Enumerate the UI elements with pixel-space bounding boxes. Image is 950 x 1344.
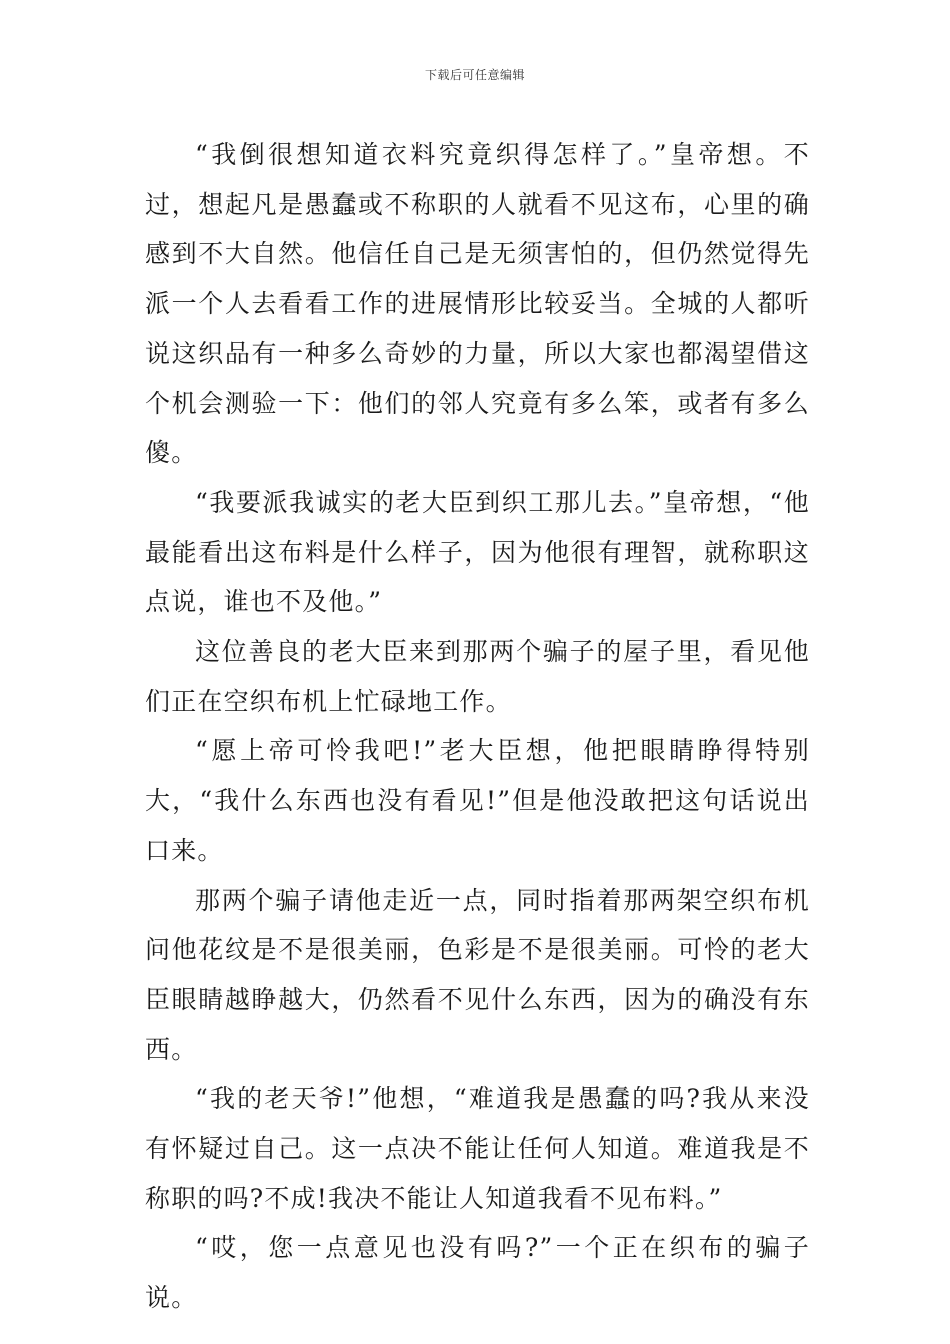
body-text [145,130,810,1323]
paragraph-7: “哎，您一点意见也没有吗?”一个正在织布的骗子说。 [145,1233,810,1313]
paragraph-2: “我要派我诚实的老大臣到织工那儿去。”皇帝想，“他最能看出这布料是什么样子，因为他很有理智，就称职这点说，谁也不及他。” [145,487,810,617]
paragraph-6: “我的老天爷!”他想，“难道我是愚蠢的吗?我从来没有怀疑过自己。这一点决不能让任何人知道。难道我是不称职的吗?不成!我决不能让人知道我看不见布料。” [145,1084,810,1213]
header-note: 下载后可任意编辑 [424,68,525,82]
paragraph-1: “我倒很想知道衣料究竟织得怎样了。”皇帝想。不过，想起凡是愚蠢或不称职的人就看不见这布，心里的确感到不大自然。他信任自己是无须害怕的，但仍然觉得先派一个人去看看工作的进展情形比较妥当。全城的人都听说这织品有一种多么奇妙的力量，所以大家也都渴望借这个机会测验一下：他们的邻人究竟有多么笨，或者有多么傻。 [145,140,810,468]
paragraph-5: 那两个骗子请他走近一点，同时指着那两架空织布机问他花纹是不是很美丽，色彩是不是很美丽。可怜的老大臣眼睛越睁越大，仍然看不见什么东西，因为的确没有东西。 [145,885,810,1064]
paragraph-4: “愿上帝可怜我吧!”老大臣想，他把眼睛睁得特别大，“我什么东西也没有看见!”但是他没敢把这句话说出口来。 [145,736,810,865]
paragraph-3: 这位善良的老大臣来到那两个骗子的屋子里，看见他们正在空织布机上忙碌地工作。 [145,637,810,716]
